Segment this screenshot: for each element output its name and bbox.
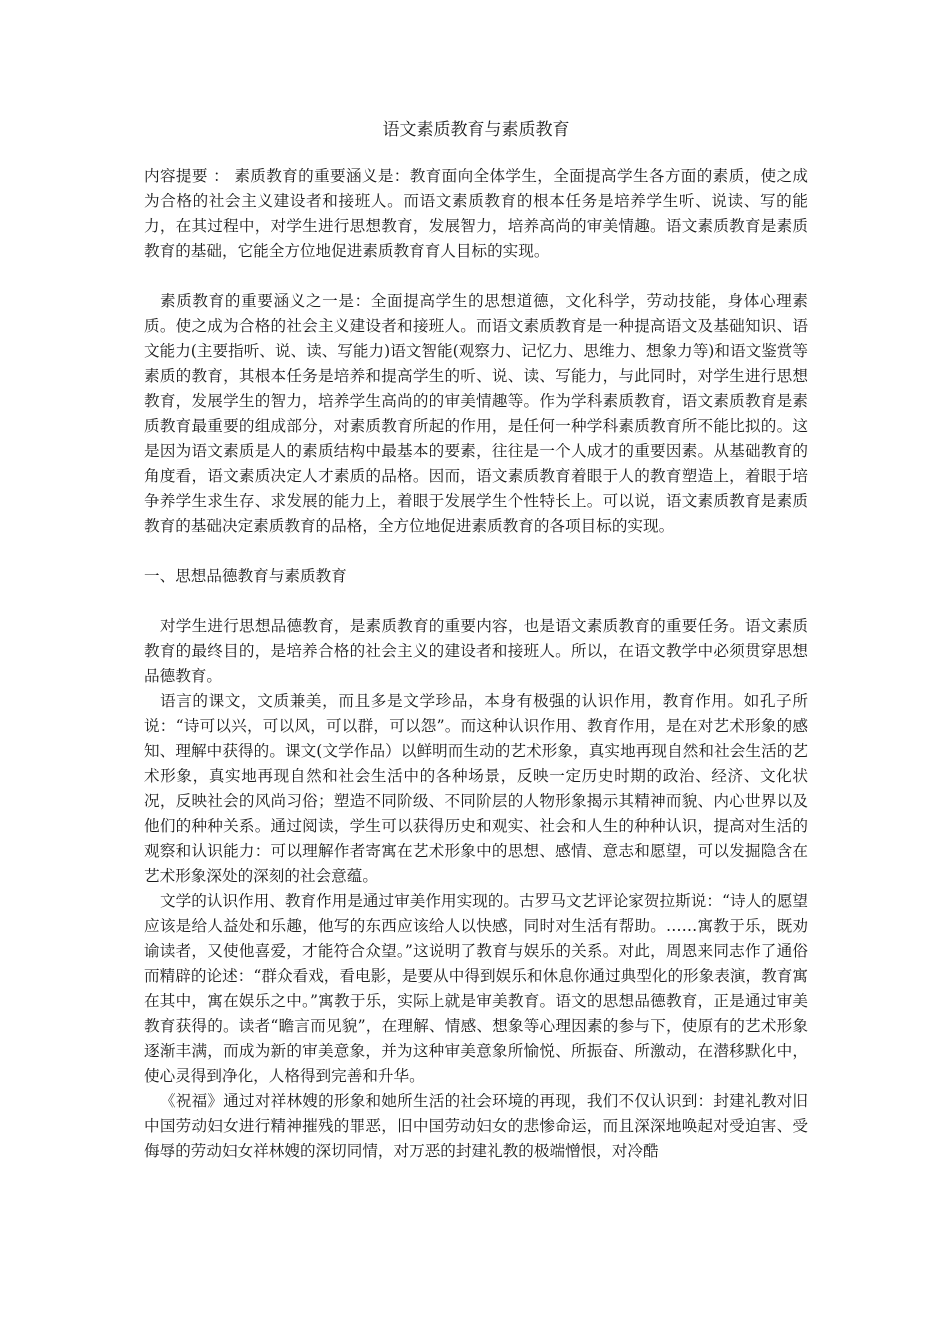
- spacer: [144, 539, 808, 564]
- body-paragraph: 语言的课文，文质兼美，而且多是文学珍品，本身有极强的认识作用，教育作用。如孔子所说：“诗可以兴，可以风，可以群，可以怨”。而这种认识作用、教育作用，是在对艺术形象的感知、理解中获得的。课文(文学作品）以鲜明而生动的艺术形象，真实地再现自然和社会生活的艺术形象，真实地再现自然和社会生活中的各种场景，反映一定历史时期的政治、经济、文化状况，反映社会的风尚习俗；塑造不同阶级、不同阶层的人物形象揭示其精神而貌、内心世界以及他们的种种关系。通过阅读，学生可以获得历史和观实、社会和人生的种种认识，提高对生活的观察和认识能力：可以理解作者寄寓在艺术形象中的思想、感情、意志和愿望，可以发掘隐含在艺术形象深处的深刻的社会意蕴。: [144, 692, 808, 885]
- spacer: [144, 589, 808, 614]
- document-page: [144, 118, 808, 1164]
- intro-paragraph: 素质教育的重要涵义之一是：全面提高学生的思想道德，文化科学，劳动技能，身体心理素质。使之成为合格的社会主义建设者和接班人。而语文素质教育是一种提高语文及基础知识、语文能力(主要指听、说、读、写能力)语文智能(观察力、记忆力、思维力、想象力等)和语文鉴赏等素质的教育，其根本任务是培养和提高学生的听、说、读、写能力，与此同时，对学生进行思想教育，发展学生的智力，培养学生高尚的的审美情趣等。作为学科素质教育，语文素质教育是素质教育最重要的组成部分，对素质教育所起的作用，是任何一种学科素质教育所不能比拟的。这是因为语文素质是人的素质结构中最基本的要素，往往是一个人成才的重要因素。从基础教育的角度看，语文素质决定人才素质的品格。因而，语文素质教育着眼于人的教育塑造上，着眼于培争养学生求生存、求发展的能力上，着眼于发展学生个性特长上。可以说，语文素质教育是素质教育的基础决定素质教育的品格，全方位地促进素质教育的各项目标的实现。: [144, 292, 808, 535]
- body-paragraph: 《祝福》通过对祥林嫂的形象和她所生活的社会环境的再现，我们不仅认识到：封建礼教对旧中国劳动妇女进行精神摧残的罪恶，旧中国劳动妇女的悲惨命运，而且深深地唤起对受迫害、受侮辱的劳动妇女祥林嫂的深切同情，对万恶的封建礼教的极端憎恨，对冷酷: [144, 1092, 808, 1160]
- abstract-label: 内容提要 ：: [144, 167, 235, 185]
- spacer: [144, 264, 808, 289]
- document-title: 语文素质教育与素质教育: [382, 120, 570, 140]
- section-heading: 一、思想品德教育与素质教育: [144, 567, 347, 585]
- abstract-paragraph: [144, 164, 808, 264]
- body-paragraph: 文学的认识作用、教育作用是通过审美作用实现的。古罗马文艺评论家贺拉斯说：“诗人的愿望应该是给人益处和乐趣，他写的东西应该给人以快感，同时对生活有帮助。……寓教于乐，既劝谕读者，又使他喜爱，才能符合众望。”这说明了教育与娱乐的关系。对此，周恩来同志作了通俗而精辟的论述：“群众看戏，看电影，是要从中得到娱乐和休息你通过典型化的形象表演，教育寓在其中，寓在娱乐之中。”寓教于乐，实际上就是审美教育。语文的思想品德教育，正是通过审美教育获得的。读者“瞻言而见貌”，在理解、情感、想象等心理因素的参与下，使原有的艺术形象逐渐丰满，而成为新的审美意象，并为这种审美意象所愉悦、所振奋、所激动，在潜移默化中，使心灵得到净化，人格得到完善和升华。: [144, 892, 808, 1085]
- body-paragraph: 对学生进行思想品德教育，是素质教育的重要内容，也是语文素质教育的重要任务。语文素质教育的最终目的，是培养合格的社会主义的建设者和接班人。所以，在语文教学中必须贯穿思想品德教育。: [144, 617, 808, 685]
- abstract-text: 素质教育的重要涵义是：教育面向全体学生，全面提高学生各方面的素质，使之成为合格的社会主义建设者和接班人。而语文素质教育的根本任务是培养学生听、说读、写的能力，在其过程中，对学生进行思想教育，发展智力，培养高尚的审美情趣。语文素质教育是素质教育的基础，它能全方位地促进素质教育育人目标的实现。: [144, 167, 808, 260]
